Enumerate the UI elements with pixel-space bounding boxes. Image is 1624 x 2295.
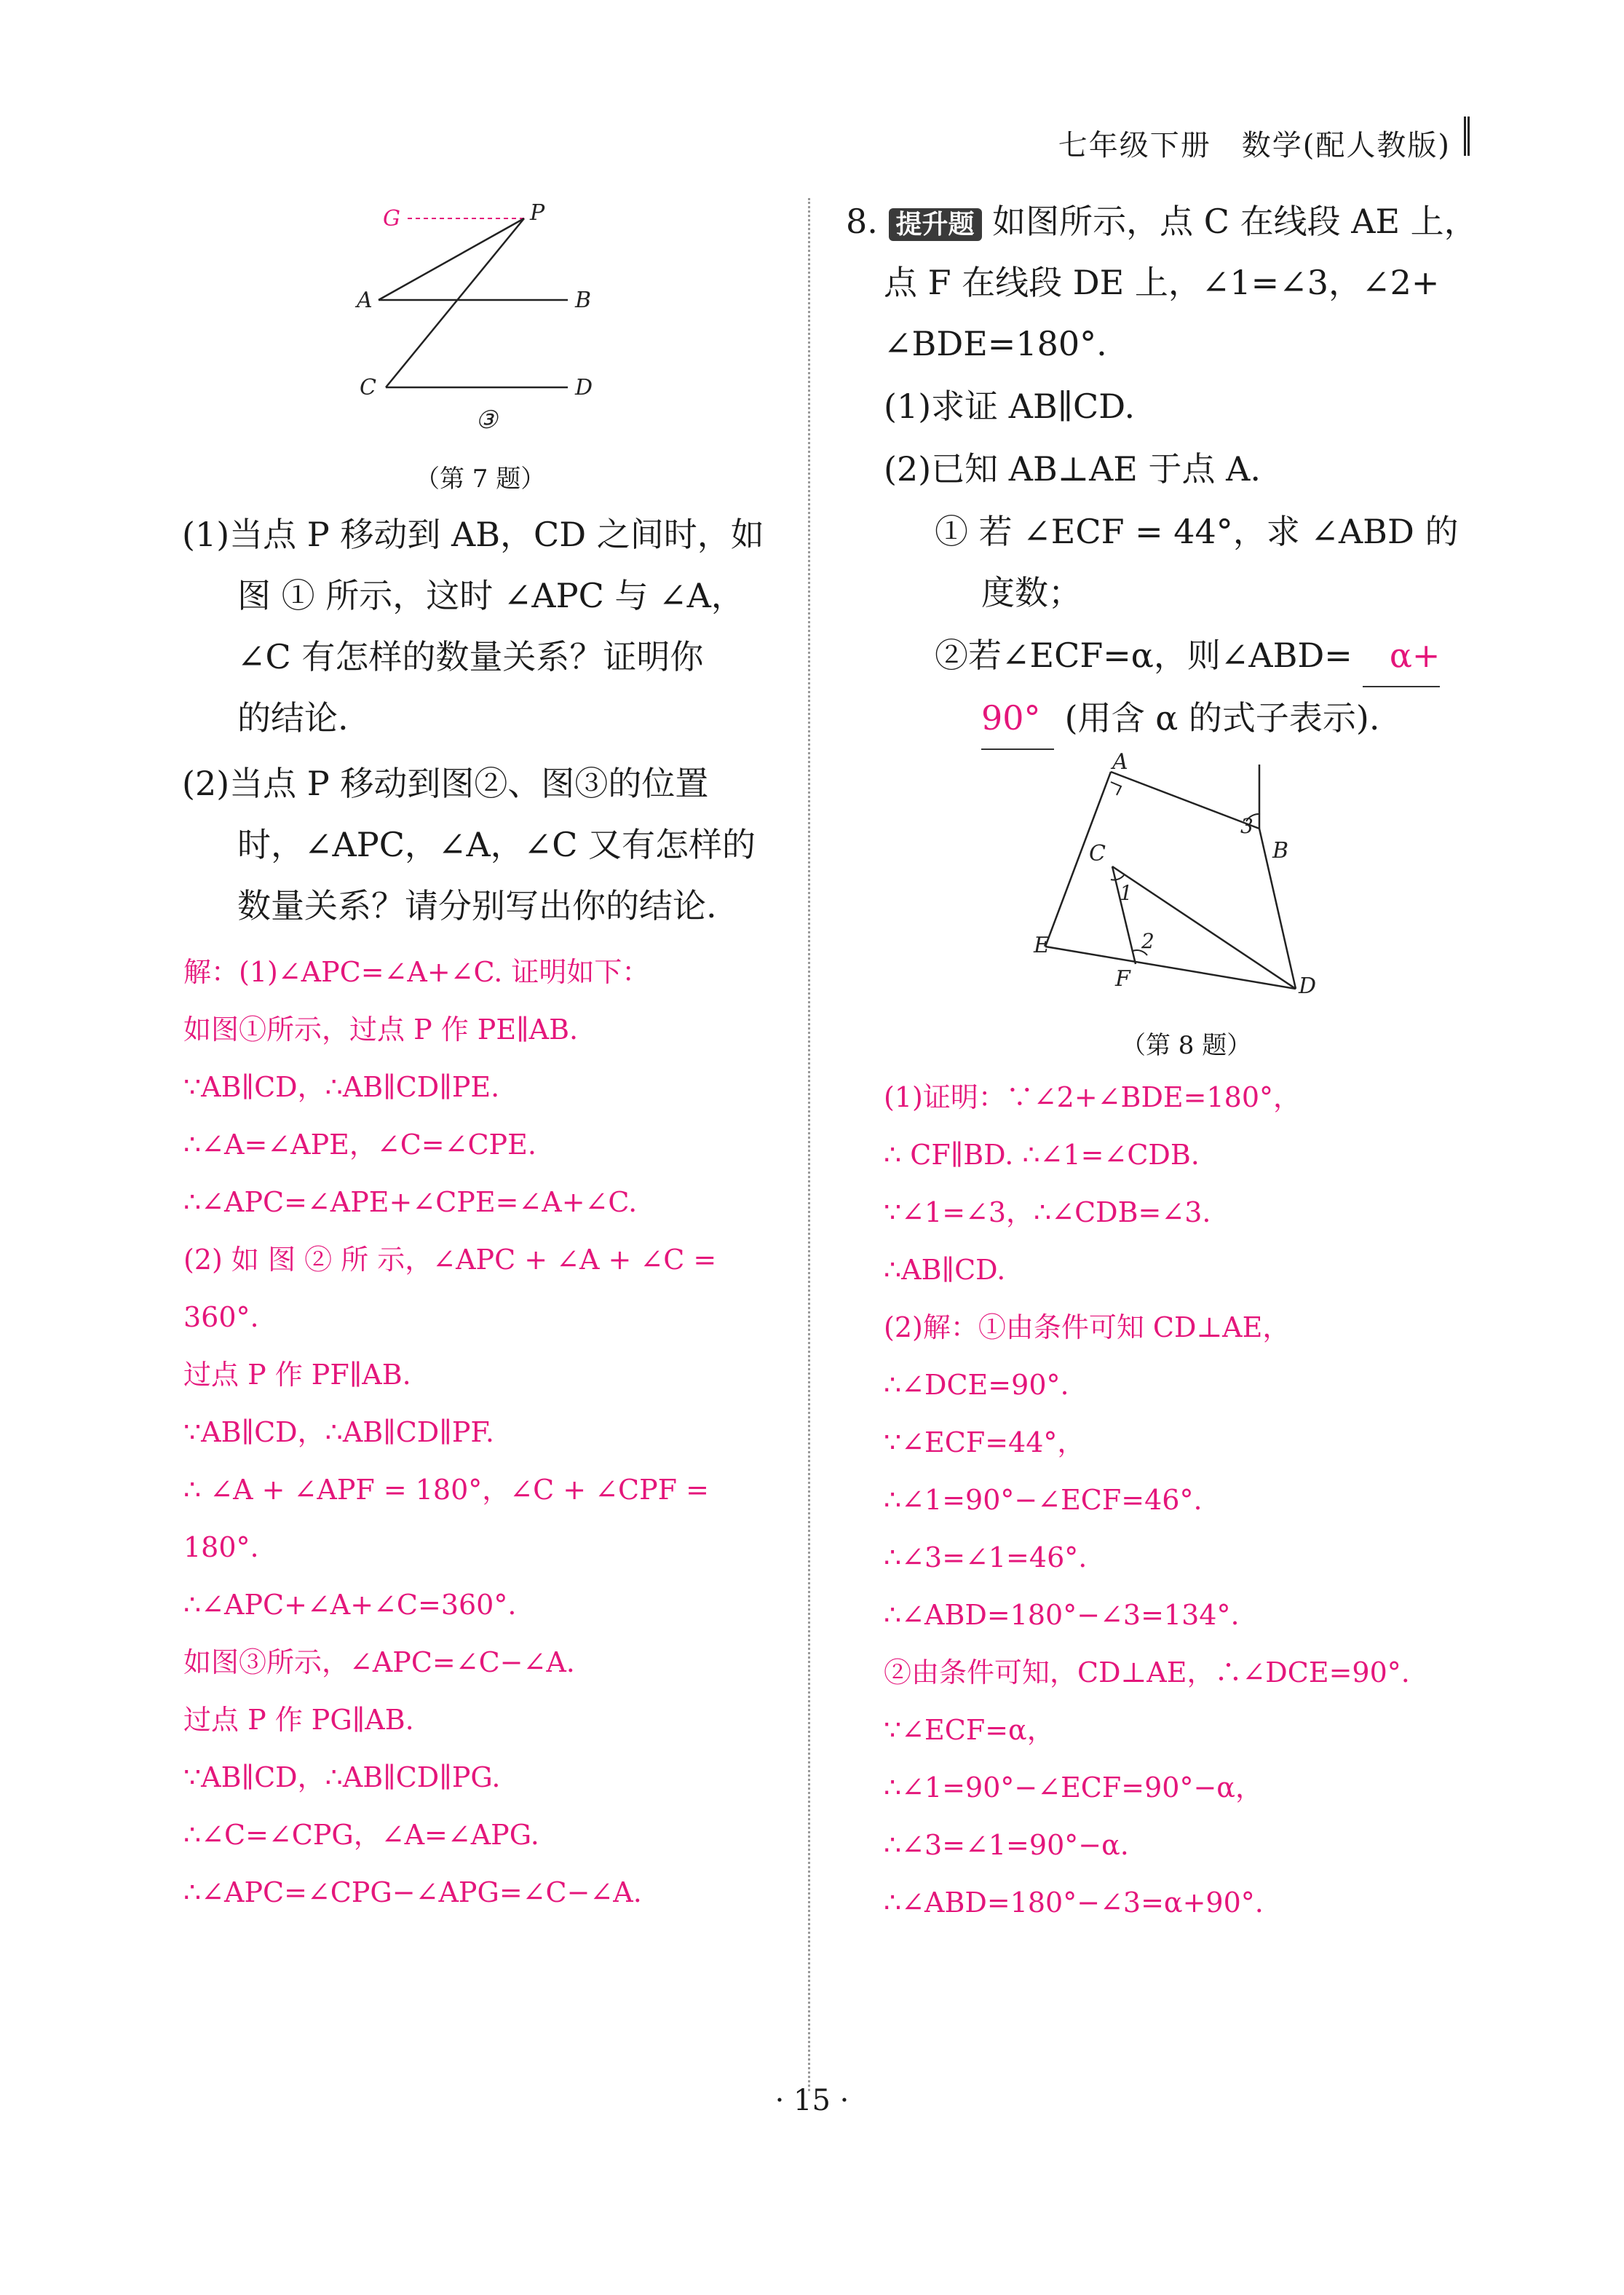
q7-answer-5: ∴∠APC=∠APE+∠CPE=∠A+∠C. [183,1186,638,1218]
segment-ed [1045,947,1296,989]
figure-7-diagram [342,197,619,437]
column-divider [808,198,810,2091]
q8-difficulty-tag: 提升题 [889,208,982,241]
q8-line-6: ① 若 ∠ECF = 44°，求 ∠ABD 的 [935,512,1459,551]
page-number: · 15 · [775,2084,849,2117]
q7-answer-3: ∵AB∥CD，∴AB∥CD∥PE. [183,1071,500,1103]
q7-answer-7: 360°. [183,1301,259,1333]
label-e: E [1034,933,1050,958]
label-c: C [1089,841,1106,866]
label-a: A [357,288,373,313]
q8-answer-10: ∴∠ABD=180°−∠3=134°. [884,1599,1240,1631]
q8-answer-13: ∴∠1=90°−∠ECF=90°−α， [884,1771,1263,1804]
q7-line-2: 图 ① 所示，这时 ∠APC 与 ∠A， [237,576,745,615]
label-b: B [1272,838,1289,864]
q8-answer-5: (2)解：①由条件可知 CD⊥AE， [884,1311,1291,1343]
label-c: C [360,375,376,400]
q8-line-1: 如图所示，点 C 在线段 AE 上， [992,202,1478,241]
q8-answer-7: ∵∠ECF=44°， [884,1426,1085,1458]
q7-answer-15: ∵AB∥CD，∴AB∥CD∥PG. [183,1761,501,1793]
q7-answer-17: ∴∠APC=∠CPG−∠APG=∠C−∠A. [183,1876,642,1908]
q8-answer-4: ∴AB∥CD. [884,1254,1006,1286]
q7-answer-13: 如图③所示，∠APC=∠C−∠A. [183,1646,575,1678]
q8-part2-line-2 [981,687,1379,750]
q7-answer-2: 如图①所示，过点 P 作 PE∥AB. [183,1014,579,1046]
label-d: D [575,375,593,400]
q8-answer-15: ∴∠ABD=180°−∠3=α+90°. [884,1887,1264,1919]
q7-line-5: (2)当点 P 移动到图②、图③的位置 [182,764,709,803]
running-header: 七年级下册 数学(配人教版) [1058,129,1451,162]
segment-cd [1112,866,1296,989]
q7-answer-6: (2) 如 图 ② 所 示，∠APC + ∠A + ∠C = [183,1244,717,1276]
label-d: D [1299,973,1317,999]
q7-answer-8: 过点 P 作 PF∥AB. [183,1359,411,1391]
q8-part2-line [935,625,1440,687]
label-p: P [530,200,545,226]
q8-answer-blank-2: 90° [981,687,1054,750]
q8-answer-9: ∴∠3=∠1=46°. [884,1541,1088,1573]
q7-answer-10: ∴ ∠A + ∠APF = 180°，∠C + ∠CPF = [183,1474,709,1506]
label-b: B [575,288,592,313]
figure-7-caption: （第 7 题） [415,465,546,494]
q8-line-7: 度数； [981,573,1082,612]
figure-8-caption: （第 8 题） [1121,1031,1252,1060]
q8-answer-2: ∴ CF∥BD. ∴∠1=∠CDB. [884,1139,1200,1171]
q8-part2-suffix: (用含 α 的式子表示). [1064,698,1380,738]
q8-answer-3: ∵∠1=∠3，∴∠CDB=∠3. [884,1196,1211,1228]
label-a: A [1112,750,1128,775]
label-angle-3: 3 [1240,814,1253,838]
q7-answer-1: 解：(1)∠APC=∠A+∠C. 证明如下： [183,956,650,988]
q8-line-3: ∠BDE=180°. [884,324,1107,363]
segment-pc [386,218,524,387]
q7-answer-4: ∴∠A=∠APE，∠C=∠CPE. [183,1129,536,1161]
q8-line-5: (2)已知 AB⊥AE 于点 A. [884,449,1261,489]
label-g: G [383,206,400,232]
q8-answer-14: ∴∠3=∠1=90°−α. [884,1829,1129,1861]
q8-answer-blank-1: α+ [1363,625,1440,687]
figure-sub-caption: ③ [475,406,498,435]
q7-answer-14: 过点 P 作 PG∥AB. [183,1704,414,1736]
label-angle-1: 1 [1120,881,1133,905]
q7-answer-11: 180°. [183,1531,259,1563]
segment-ap [379,218,524,300]
q8-answer-12: ∵∠ECF=α， [884,1714,1055,1746]
q8-answer-1: (1)证明：∵∠2+∠BDE=180°， [884,1081,1302,1113]
header-rule [1464,116,1470,156]
q8-line-2: 点 F 在线段 DE 上，∠1=∠3，∠2+ [884,263,1440,302]
label-f: F [1115,966,1130,992]
right-angle-mark-a [1111,782,1121,795]
q7-line-7: 数量关系？请分别写出你的结论. [237,886,717,925]
q7-answer-16: ∴∠C=∠CPG，∠A=∠APG. [183,1819,539,1851]
q8-answer-6: ∴∠DCE=90°. [884,1369,1069,1401]
q7-line-1: (1)当点 P 移动到 AB，CD 之间时，如 [182,515,764,554]
q7-answer-9: ∵AB∥CD，∴AB∥CD∥PF. [183,1416,494,1448]
q8-line-4: (1)求证 AB∥CD. [884,387,1136,426]
q8-first-line [846,191,1478,256]
segment-ab [1111,772,1259,829]
q8-answer-11: ②由条件可知，CD⊥AE，∴∠DCE=90°. [884,1656,1410,1688]
angle-arc-1 [1111,875,1124,880]
q7-line-3: ∠C 有怎样的数量关系？证明你 [237,637,704,676]
q8-number: 8. [846,202,878,241]
label-angle-2: 2 [1141,929,1154,953]
q8-answer-8: ∴∠1=90°−∠ECF=46°. [884,1484,1203,1516]
q7-answer-12: ∴∠APC+∠A+∠C=360°. [183,1589,517,1621]
q7-line-6: 时，∠APC，∠A，∠C 又有怎样的 [237,825,756,864]
q8-part2-prefix: ②若∠ECF=α，则∠ABD= [935,636,1352,675]
figure-8-diagram [1019,750,1339,1012]
q7-line-4: 的结论. [237,698,349,738]
